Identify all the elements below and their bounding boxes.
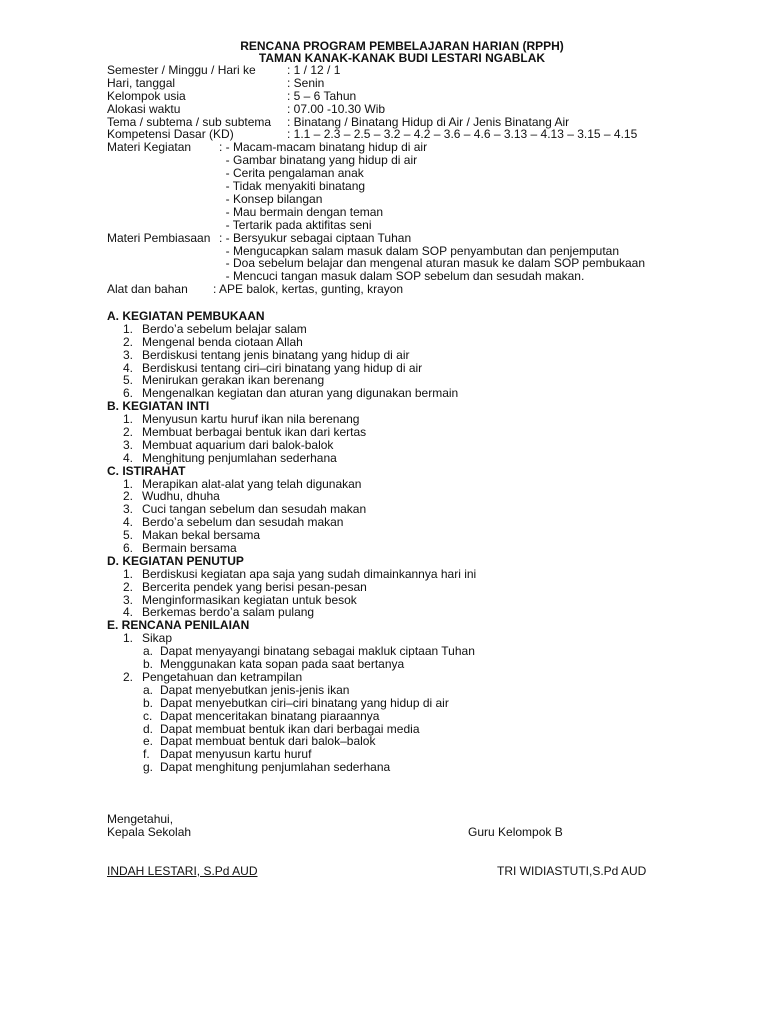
sub-item-letter: f.: [143, 747, 150, 762]
list-item: [107, 426, 747, 439]
section-heading: C. ISTIRAHAT: [107, 463, 186, 478]
info-label: Kelompok usia: [107, 88, 186, 103]
sub-item-text: Dapat menghitung penjumlahan sederhana: [160, 760, 391, 775]
materi-item: - Mengucapkan salam masuk dalam SOP penyambutan dan penjemputan: [219, 243, 620, 258]
list-item: [107, 606, 747, 619]
list-item: [107, 349, 747, 362]
list-item-number: 1.: [122, 321, 133, 336]
list-item-text: Berdiskusi tentang jenis binatang yang hidup di air: [142, 347, 410, 362]
list-item-number: 4.: [122, 450, 133, 465]
list-item-number: 2.: [122, 334, 133, 349]
list-item-number: 1.: [122, 476, 133, 491]
info-label: Tema / subtema / sub subtema: [107, 114, 272, 129]
list-item-number: 4.: [122, 360, 133, 375]
sub-item: [107, 710, 747, 723]
info-label: Alokasi waktu: [107, 101, 181, 116]
list-item-text: Sikap: [142, 631, 173, 646]
list-item-text: Menirukan gerakan ikan berenang: [142, 373, 325, 388]
list-item-number: 2.: [122, 669, 133, 684]
list-item-number: 4.: [122, 515, 133, 530]
info-label: Kompetensi Dasar (KD): [107, 127, 234, 142]
list-item-text: Berdiskusi kegiatan apa saja yang sudah dimainkannya hari ini: [142, 566, 477, 581]
materi-item: - Doa sebelum belajar dan mengenal aturan masuk ke dalam SOP pembukaan: [219, 256, 646, 271]
list-item: [107, 323, 747, 336]
sub-item-letter: b.: [143, 657, 154, 672]
list-item-number: 3.: [122, 437, 133, 452]
sub-item: [107, 697, 747, 710]
list-item-number: 1.: [122, 631, 133, 646]
guru-kelompok-label: Guru Kelompok B: [468, 825, 563, 839]
sub-item-letter: a.: [143, 682, 154, 697]
materi-item: - Konsep bilangan: [219, 191, 323, 206]
list-item-number: 1.: [122, 412, 133, 427]
list-item: [107, 336, 747, 349]
materi-item: - Mau bermain dengan teman: [219, 204, 384, 219]
alat-bahan-label: Alat dan bahan: [107, 282, 188, 297]
info-label: Semester / Minggu / Hari ke: [107, 63, 256, 77]
list-item-text: Mengenalkan kegiatan dan aturan yang digunakan bermain: [142, 386, 459, 401]
list-item-number: 2.: [122, 489, 133, 504]
section-heading: E. RENCANA PENILAIAN: [107, 618, 250, 633]
info-value: : 07.00 -10.30 Wib: [287, 101, 386, 116]
list-item-text: Berdo’a sebelum belajar salam: [142, 321, 307, 336]
sub-item-letter: g.: [143, 760, 154, 775]
guru-name: TRI WIDIASTUTI,S.Pd AUD: [497, 864, 647, 878]
document-title: RENCANA PROGRAM PEMBELAJARAN HARIAN (RPPH): [240, 39, 564, 53]
list-item-text: Berdo’a sebelum dan sesudah makan: [142, 515, 344, 530]
materi-item: : - Macam-macam binatang hidup di air: [219, 140, 428, 155]
list-item-text: Membuat aquarium dari balok-balok: [142, 437, 334, 452]
section-heading: B. KEGIATAN INTI: [107, 399, 210, 414]
sub-item-text: Dapat menyayangi binatang sebagai makluk ciptaan Tuhan: [160, 644, 475, 659]
alat-bahan-value: : APE balok, kertas, gunting, krayon: [213, 282, 404, 297]
list-item-text: Bercerita pendek yang berisi pesan-pesan: [142, 579, 367, 594]
list-item: [107, 671, 747, 684]
materi-item: - Cerita pengalaman anak: [219, 166, 364, 181]
list-item: [107, 581, 747, 594]
sub-item-text: Dapat menyusun kartu huruf: [160, 747, 312, 762]
list-item-number: 4.: [122, 605, 133, 620]
sub-item-text: Dapat membuat bentuk dari balok–balok: [160, 734, 376, 749]
info-value: : 1 / 12 / 1: [287, 63, 341, 77]
sub-item-letter: c.: [143, 708, 153, 723]
materi-item: - Mencuci tangan masuk dalam SOP sebelum dan sesudah makan.: [219, 269, 585, 284]
list-item: [107, 387, 747, 400]
kepala-sekolah-label: Kepala Sekolah: [107, 825, 192, 839]
list-item-text: Membuat berbagai bentuk ikan dari kertas: [142, 425, 367, 440]
sub-item: [107, 658, 747, 671]
list-item-number: 3.: [122, 592, 133, 607]
activity-sections: [107, 310, 747, 774]
sub-item: [107, 684, 747, 697]
list-item-number: 3.: [122, 347, 133, 362]
mengetahui-label: Mengetahui,: [107, 812, 174, 826]
info-value: : Binatang / Binatang Hidup di Air / Jenis Binatang Air: [287, 114, 570, 129]
info-label: Hari, tanggal: [107, 75, 176, 90]
list-item-text: Wudhu, dhuha: [142, 489, 220, 504]
sub-item-letter: e.: [143, 734, 154, 749]
materi-pembiasaan-label: Materi Pembiasaan: [107, 230, 211, 245]
sub-item-text: Dapat menyebutkan jenis-jenis ikan: [160, 682, 350, 697]
list-item-text: Pengetahuan dan ketrampilan: [142, 669, 303, 684]
sub-item-text: Dapat membuat bentuk ikan dari berbagai media: [160, 721, 420, 736]
materi-item: : - Bersyukur sebagai ciptaan Tuhan: [219, 230, 412, 245]
info-value: : 1.1 – 2.3 – 2.5 – 3.2 – 4.2 – 3.6 – 4.6 – 3.13 – 4.13 – 3.15 – 4.15: [287, 127, 638, 142]
list-item-text: Makan bekal bersama: [142, 528, 261, 543]
list-item-number: 5.: [122, 373, 133, 388]
list-item: [107, 542, 747, 555]
list-item-number: 2.: [122, 579, 133, 594]
kepala-sekolah-name: INDAH LESTARI, S.Pd AUD: [107, 864, 258, 878]
section-heading: A. KEGIATAN PEMBUKAAN: [107, 309, 265, 323]
materi-kegiatan-list: [219, 141, 427, 231]
sub-item-text: Dapat menyebutkan ciri–ciri binatang yang hidup di air: [160, 695, 449, 710]
materi-pembiasaan-list: [219, 232, 645, 284]
list-item-text: Menghitung penjumlahan sederhana: [142, 450, 337, 465]
materi-item: - Tidak menyakiti binatang: [219, 179, 366, 194]
list-item-text: Berdiskusi tentang ciri–ciri binatang yang hidup di air: [142, 360, 423, 375]
materi-item: - Gambar binatang yang hidup di air: [219, 153, 418, 168]
list-item-text: Merapikan alat-alat yang telah digunakan: [142, 476, 362, 491]
sub-item-letter: b.: [143, 695, 154, 710]
list-item-text: Mengenal benda ciotaan Allah: [142, 334, 303, 349]
list-item-number: 5.: [122, 528, 133, 543]
list-item-text: Bermain bersama: [142, 541, 237, 556]
list-item: [107, 452, 747, 465]
info-value: : 5 – 6 Tahun: [287, 88, 357, 103]
list-item-number: 1.: [122, 566, 133, 581]
list-item-text: Menginformasikan kegiatan untuk besok: [142, 592, 357, 607]
list-item: [107, 439, 747, 452]
sub-item-letter: d.: [143, 721, 154, 736]
list-item-number: 3.: [122, 502, 133, 517]
materi-kegiatan-label: Materi Kegiatan: [107, 140, 192, 155]
list-item: [107, 568, 747, 581]
materi-item: - Tertarik pada aktifitas seni: [219, 217, 372, 232]
sub-item-text: Dapat menceritakan binatang piaraannya: [160, 708, 380, 723]
school-name: TAMAN KANAK-KANAK BUDI LESTARI NGABLAK: [258, 51, 546, 65]
list-item-number: 6.: [122, 386, 133, 401]
sub-item-letter: a.: [143, 644, 154, 659]
list-item-text: Berkemas berdo’a salam pulang: [142, 605, 315, 620]
sub-item: [107, 761, 747, 774]
list-item-number: 2.: [122, 425, 133, 440]
info-value: : Senin: [287, 75, 325, 90]
list-item-text: Cuci tangan sebelum dan sesudah makan: [142, 502, 367, 517]
list-item-number: 6.: [122, 541, 133, 556]
list-item-text: Menyusun kartu huruf ikan nila berenang: [142, 412, 360, 427]
section-heading: D. KEGIATAN PENUTUP: [107, 553, 244, 568]
sub-item-text: Menggunakan kata sopan pada saat bertanya: [160, 657, 405, 672]
